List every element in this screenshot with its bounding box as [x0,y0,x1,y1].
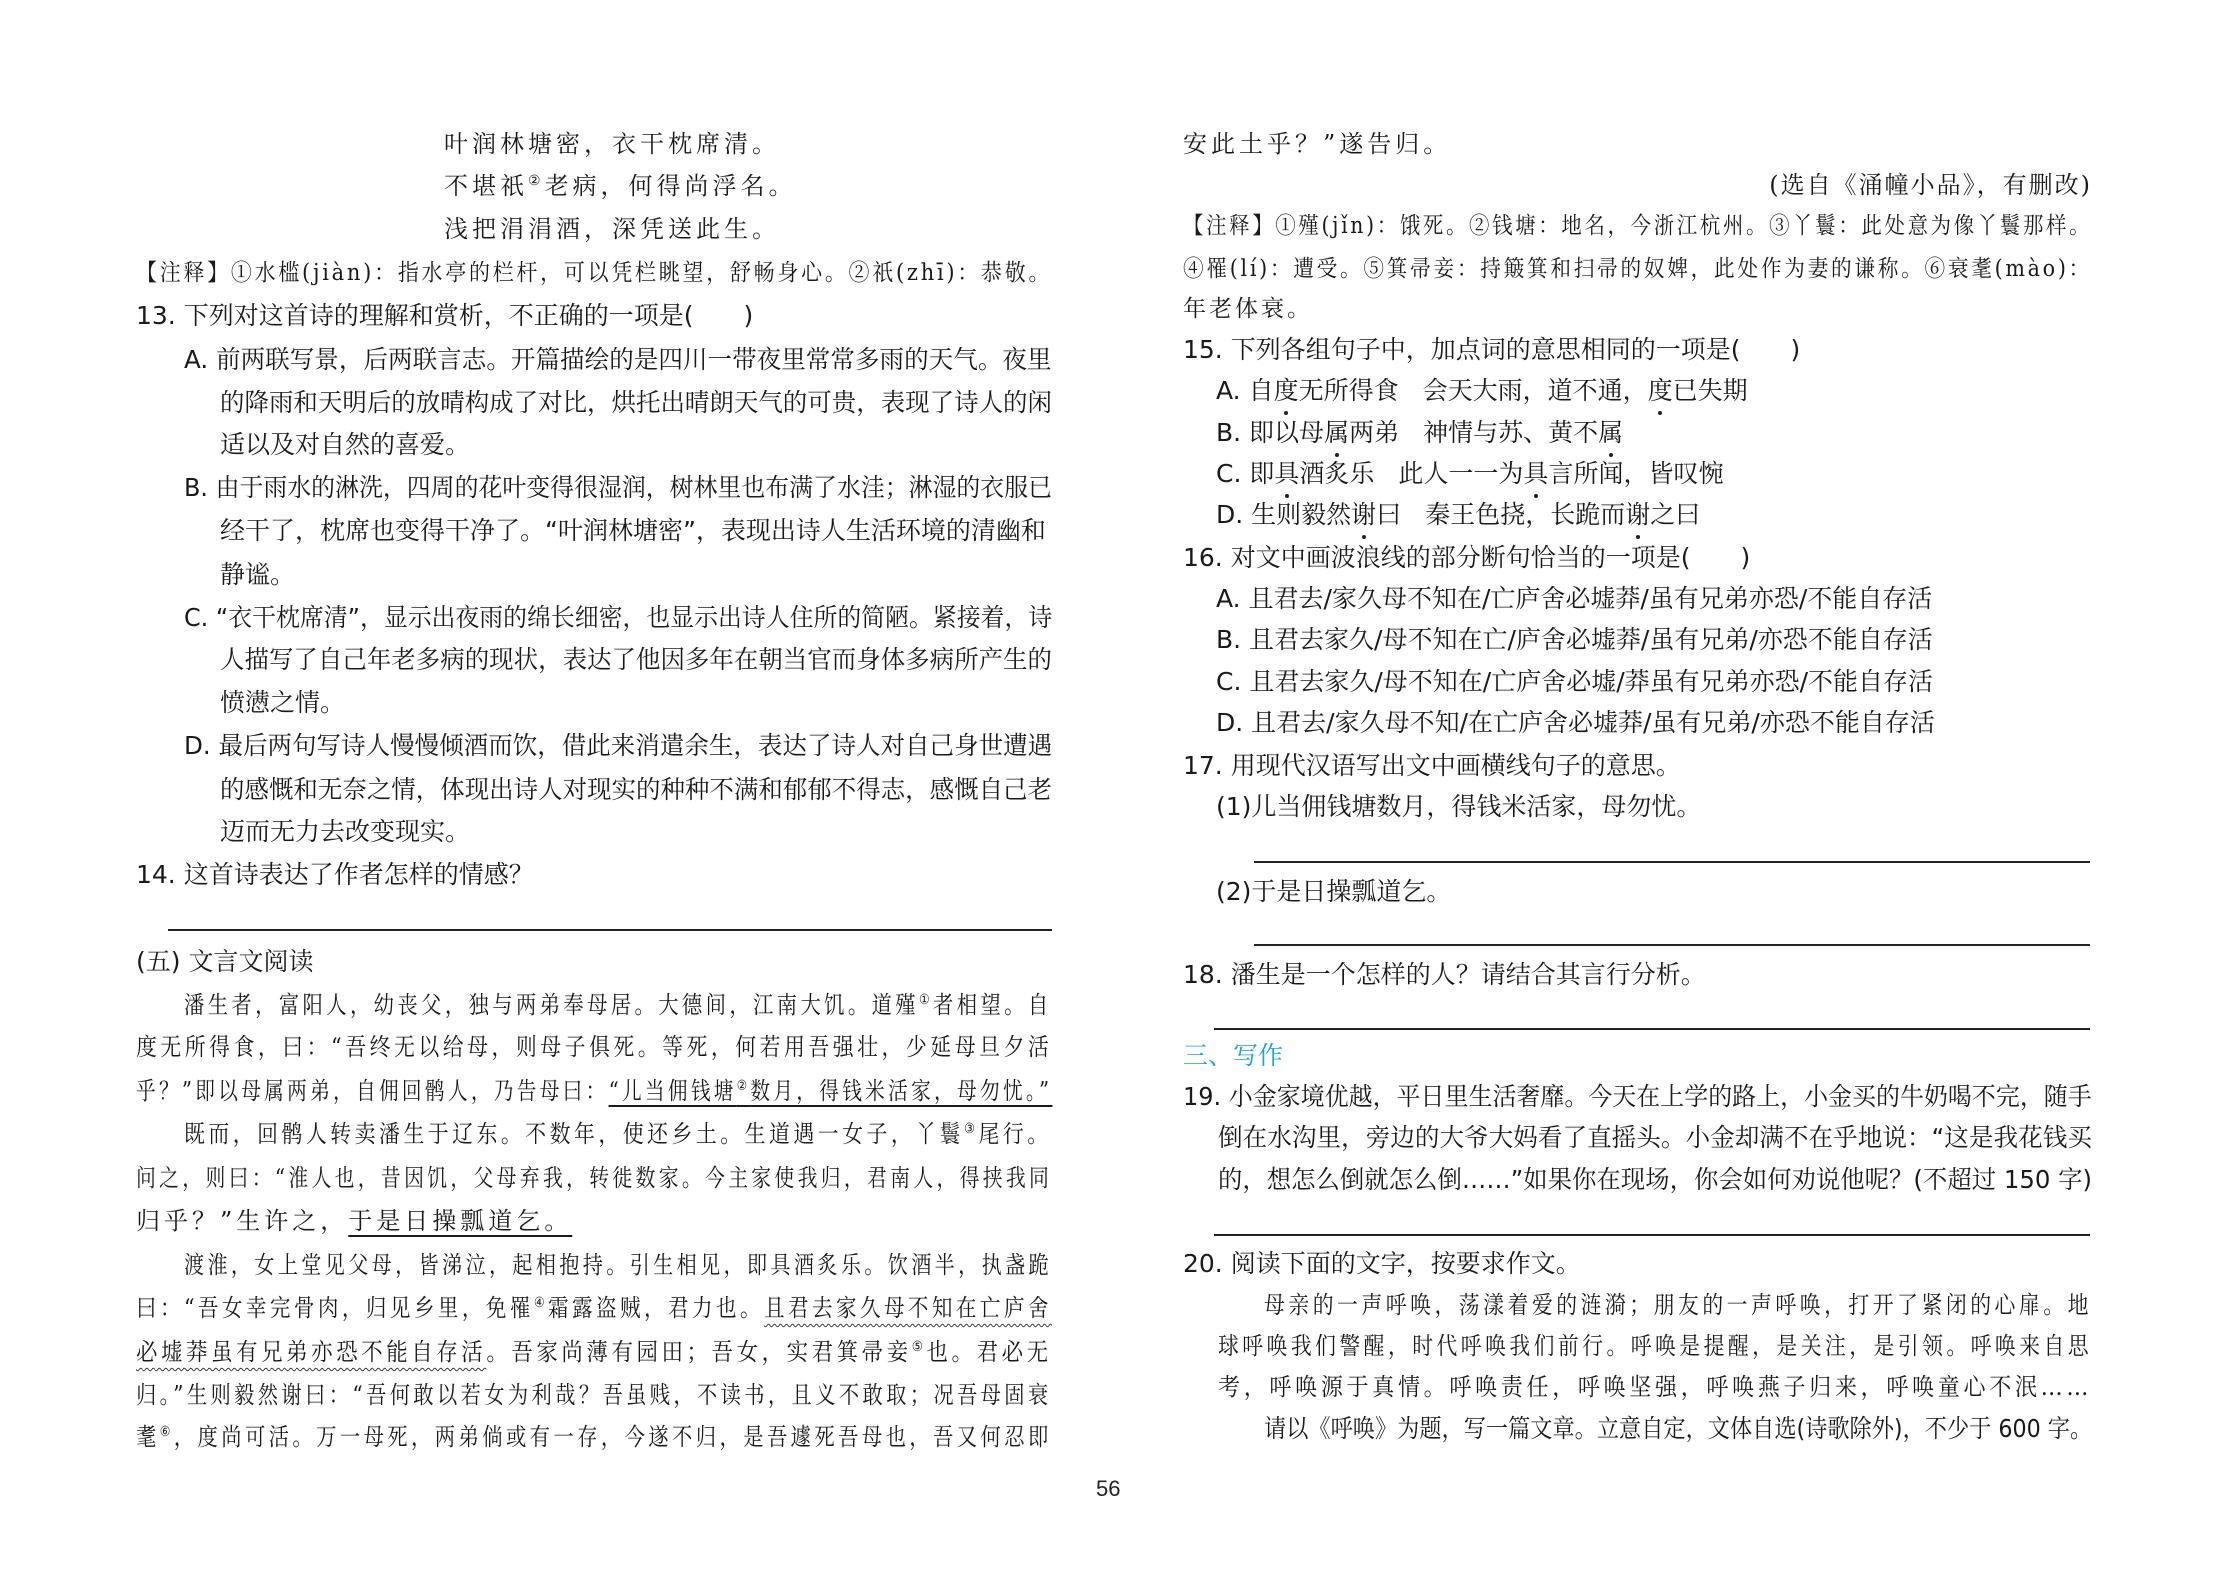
q16-stem: 16. 对文中画波浪线的部分断句恰当的一项是( ) [1183,543,1751,572]
passage-note: 年老体衰。 [1183,296,1313,322]
answer-line-q14[interactable] [168,929,1052,931]
option-text: 酒炙乐 [1299,459,1375,488]
wavy-underlined-text: 必墟莽虽有兄弟亦恐不能自存活 [136,1338,487,1366]
option-label: A. [1216,376,1249,405]
q13-option-d-cont: 迈而无力去改变现实。 [220,817,471,846]
dotted-word: 具 [1523,459,1549,488]
dotted-word: 具 [1274,459,1300,488]
option-text: 已失期 [1672,376,1748,405]
passage-line [136,1422,1052,1452]
answer-line-q17-1[interactable] [1254,861,2090,863]
footnote-marker: ⑤ [911,1339,927,1355]
passage-text: 尾行。 [978,1120,1052,1148]
option-text: 生则毅然 [1251,500,1352,529]
passage-line [136,1206,572,1236]
q13-option-d-cont: 的感慨和无奈之情，体现出诗人对现实的种种不满和郁郁不得志，感慨自己老 [220,775,1052,804]
q17-item-1: (1)儿当佣钱塘数月，得钱米活家，母勿忧。 [1216,792,1702,821]
poem-line-3: 浅把涓涓酒，深凭送此生。 [444,215,780,243]
passage-end: 安此土乎？”遂告归。 [1183,130,1452,158]
source-citation: (选自《涌幢小品》，有删改) [1769,171,2092,199]
footnote-marker: ② [528,173,545,189]
footnote-marker: ⑥ [159,1424,174,1440]
answer-line-q17-2[interactable] [1254,944,2090,946]
passage-text: 潘生者，富阳人，幼丧父，独与两弟奉母居。大德间，江南大饥。道殣 [184,991,920,1019]
q16-option-a[interactable]: A. 且君去/家久母不知在/亡庐舍必墟莽/虽有兄弟亦恐/不能自存活 [1216,584,1933,613]
footnote-marker: ③ [964,1121,979,1137]
passage-text: 霜露盗贼，君力也。 [548,1294,764,1322]
passage-line [136,1337,1052,1367]
passage-text: ，度尚可活。万一母死，两弟倘或有一存，今遂不归，是吾遽死吾母也，吾又何忍即 [173,1423,1052,1451]
q19-stem-cont: 倒在水沟里，旁边的大爷大妈看了直摇头。小金却满不在乎地说：“这是我花钱买 [1218,1123,2092,1152]
option-text: 秦王色挠，长跪而 [1425,500,1626,529]
q14-stem: 14. 这首诗表达了作者怎样的情感？ [136,860,534,889]
q19-stem-cont: 的，想怎么倒就怎么倒……”如果你在现场，你会如何劝说他呢？(不超过 150 字) [1218,1165,2093,1194]
q13-option-a-cont: 的降雨和天明后的放晴构成了对比，烘托出晴朗天气的可贵，表现了诗人的闲 [220,388,1052,417]
option-text: 会天大雨，道不通， [1422,376,1648,405]
q13-option-a[interactable]: A. 前两联写景，后两联言志。开篇描绘的是四川一带夜里常常多雨的天气。夜里 [184,345,1052,374]
poem-note: 【注释】①水槛(jiàn)：指水亭的栏杆，可以凭栏眺望，舒畅身心。②祇(zhī)：恭敬。 [136,260,1053,286]
q16-option-b[interactable]: B. 且君去家久/母不知在亡/庐舍必墟莽/虽有兄弟/亦恐不能自存活 [1216,625,1933,654]
page-number: 56 [1096,1476,1121,1501]
answer-line-q19[interactable] [1214,1234,2090,1236]
passage-text: 。吾家尚薄有园田；吾女，实君箕帚妾 [486,1338,912,1366]
passage-text: 数月，得钱米活家，母勿忧。” [750,1077,1053,1105]
footnote-marker: ④ [533,1295,549,1311]
q13-option-b-cont: 经干了，枕席也变得干净了。“叶润林塘密”，表现出诗人生活环境的清幽和 [220,516,1046,545]
option-text: 两弟 [1349,418,1400,447]
dotted-word: 谢 [1351,500,1377,529]
footnote-marker: ② [736,1078,751,1094]
passage-line [184,1119,1052,1149]
q13-stem: 13. 下列对这首诗的理解和赏析，不正确的一项是( ) [136,301,754,330]
q17-item-2: (2)于是日操瓢道乞。 [1216,877,1452,906]
option-text: 无所得食 [1298,376,1399,405]
dotted-word: 属 [1598,418,1624,447]
q13-option-b[interactable]: B. 由于雨水的淋洗，四周的花叶变得很湿润，树林里也布满了水洼；淋湿的衣服已 [184,473,1053,502]
option-label: B. [1216,418,1250,447]
footnote-marker: ① [919,992,934,1008]
dotted-word: 度 [1647,376,1673,405]
passage-text: 既而，回鹘人转卖潘生于辽东。不数年，使还乡土。生道遇一女子，丫鬟 [184,1120,965,1148]
dotted-word: 属 [1324,418,1350,447]
poem-line-2-b: 老病，何得尚浮名。 [544,172,797,200]
passage-text: 曰：“吾女幸完骨肉，归见乡里，免罹 [136,1294,534,1322]
passage-text: 也。君必无 [926,1338,1052,1366]
q15-option-d[interactable] [1216,500,1700,530]
section-3-title: 三、写作 [1183,1041,1284,1070]
dotted-word: 度 [1273,376,1299,405]
poem-line-2-a: 不堪祇 [444,172,528,200]
q20-stem: 20. 阅读下面的文字，按要求作文。 [1183,1249,1581,1278]
passage-line: 渡淮，女上堂见父母，皆涕泣，起相抱持。引生相见，即具酒炙乐。饮酒半，执盏跪 [184,1251,1052,1279]
passage-text: 者相望。自 [933,991,1052,1019]
passage-line [136,1076,1052,1106]
passage-line: 归。”生则毅然谢曰：“吾何敢以若女为利哉？吾虽贱，不读书，且义不敢取；况吾母固衰 [136,1381,1052,1409]
option-text: 即 [1249,459,1275,488]
wavy-underlined-text: 且君去家久母不知在亡庐舍 [763,1294,1052,1322]
q13-option-c-cont: 愤懑之情。 [220,688,346,717]
passage-line [184,990,1052,1020]
answer-line-q18[interactable] [1214,1028,2090,1030]
q13-option-b-cont: 静谧。 [220,560,296,589]
option-text: 言所闻，皆叹惋 [1548,459,1724,488]
passage-line [136,1293,1052,1323]
q13-option-a-cont: 适以及对自然的喜爱。 [220,430,471,459]
underlined-sentence-1 [609,1077,1053,1105]
q18-stem: 18. 潘生是一个怎样的人？请结合其言行分析。 [1183,960,1706,989]
section-5-title: (五) 文言文阅读 [136,947,314,976]
q16-option-d[interactable]: D. 且君去/家久母不知/在亡庐舍必墟莽/虽有兄弟/亦恐不能自存活 [1216,708,1935,737]
dotted-word: 谢 [1625,500,1651,529]
q20-requirement: 请以《呼唤》为题，写一篇文章。立意自定，文体自选(诗歌除外)，不少于 600 字。 [1264,1414,2093,1443]
passage-line: 问之，则曰：“淮人也，昔因饥，父母弃我，转徙数家。今主家使我归，君南人，得挟我同 [136,1164,1053,1192]
q13-option-d[interactable]: D. 最后两句写诗人慢慢倾酒而饮，借此来消遣余生，表达了诗人对自己身世遭遇 [184,731,1053,760]
passage-note: 【注释】①殣(jǐn)：饿死。②钱塘：地名，今浙江杭州。③丫鬟：此处意为像丫鬟那样。 [1183,213,2093,239]
option-text: 之曰 [1650,500,1701,529]
poem-line-2 [444,171,797,201]
q20-material: 考，呼唤源于真情。呼唤责任，呼唤坚强，呼唤燕子归来，呼唤童心不泯…… [1218,1373,2093,1401]
q15-option-b[interactable] [1216,418,1623,448]
underlined-sentence-2: 于是日操瓢道乞。 [348,1207,573,1235]
passage-text: 乎？”即以母属两弟，自佣回鹘人，乃告母曰： [136,1077,609,1105]
option-text: 即以母 [1249,418,1325,447]
option-text: 曰 [1376,500,1402,529]
option-text: 神情与苏、黄不 [1423,418,1599,447]
q20-material: 母亲的一声呼唤，荡漾着爱的涟漪；朋友的一声呼唤，打开了紧闭的心扉。地 [1264,1291,2092,1319]
q13-option-c[interactable]: C. “衣干枕席清”，显示出夜雨的绵长细密，也显示出诗人住所的简陋。紧接着，诗 [184,603,1053,632]
q15-stem: 15. 下列各组句子中，加点词的意思相同的一项是( ) [1183,335,1801,364]
option-text: 此人一一为 [1398,459,1524,488]
option-text: 自 [1248,376,1274,405]
q20-material: 球呼唤我们警醒，时代呼唤我们前行。呼唤是提醒，是关注，是引领。呼唤来自思 [1218,1332,2093,1360]
poem-line-1: 叶润林塘密，衣干枕席清。 [444,130,780,158]
q17-stem: 17. 用现代汉语写出文中画横线句子的意思。 [1183,751,1681,780]
passage-text: 耄 [136,1423,160,1451]
q15-option-c[interactable] [1216,459,1723,489]
passage-note: ④罹(lí)：遭受。⑤箕帚妾：持簸箕和扫帚的奴婢，此处作为妻的谦称。⑥衰耄(mào)： [1183,256,2092,282]
passage-text: 归乎？”生许之， [136,1207,349,1235]
option-label: C. [1216,459,1250,488]
passage-line: 度无所得食，曰：“吾终无以给母，则母子俱死。等死，何若用吾强壮，少延母旦夕活 [136,1033,1053,1061]
option-label: D. [1216,500,1252,529]
q13-option-c-cont: 人描写了自己年老多病的现状，表达了他因多年在朝当官而身体多病所产生的 [220,645,1052,674]
q19-stem: 19. 小金家境优越，平日里生活奢靡。今天在上学的路上，小金买的牛奶喝不完，随手 [1183,1082,2092,1111]
q16-option-c[interactable]: C. 且君去家久/母不知在/亡庐舍必墟/莽虽有兄弟亦恐/不能自存活 [1216,667,1934,696]
q15-option-a[interactable] [1216,376,1748,406]
passage-text: “儿当佣钱塘 [608,1077,737,1105]
